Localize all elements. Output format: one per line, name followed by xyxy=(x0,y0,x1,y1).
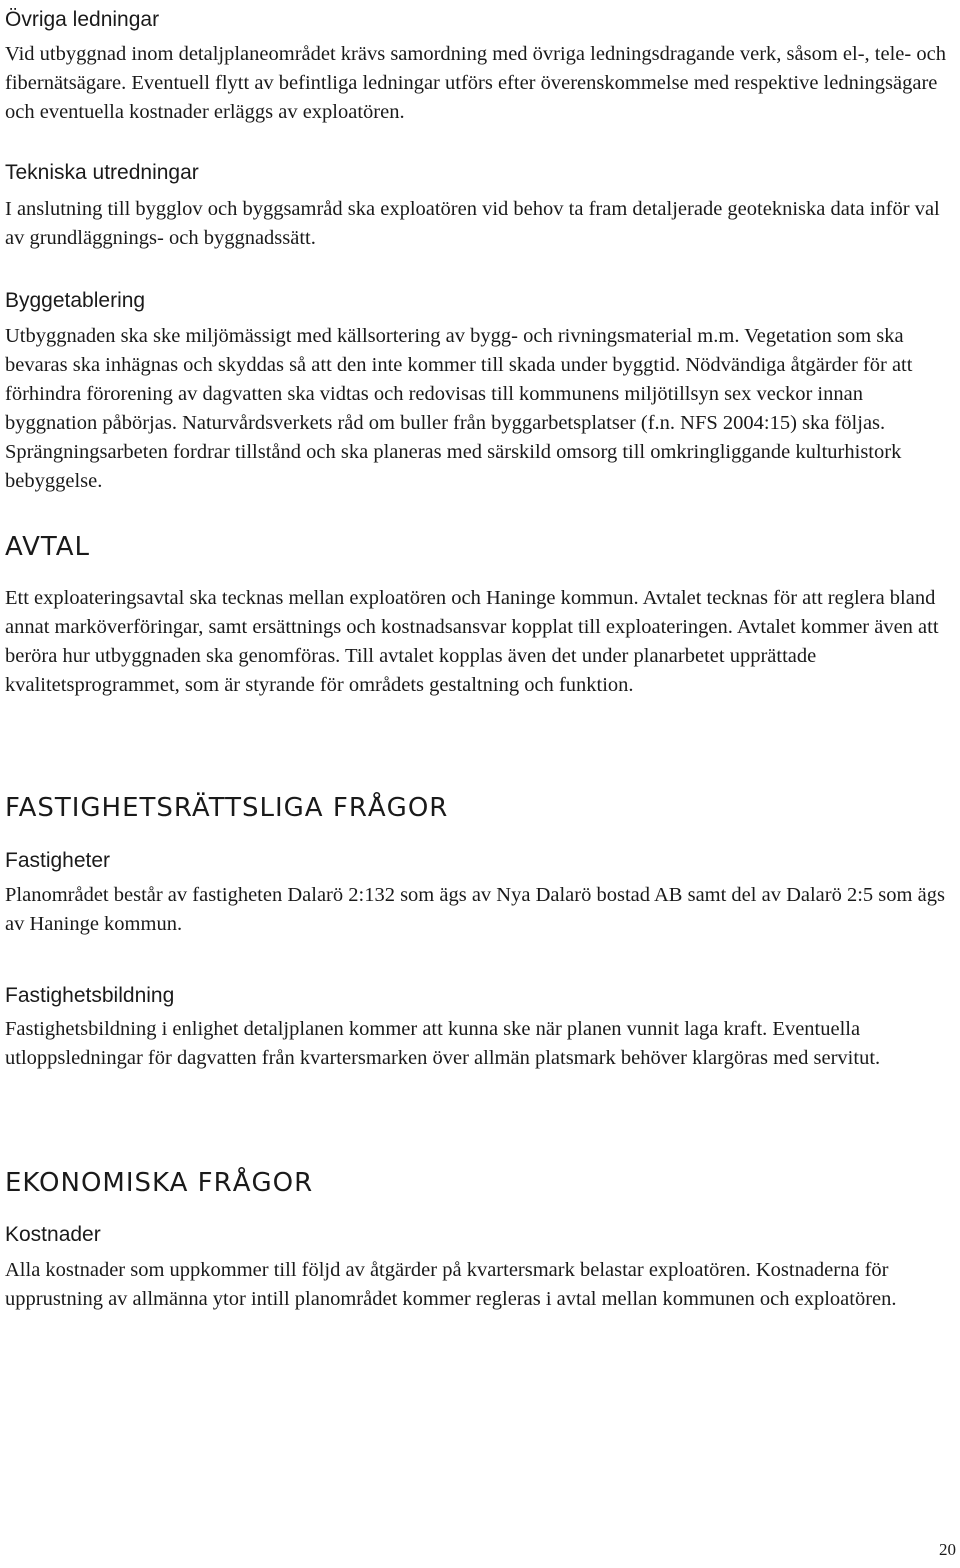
paragraph-tekniska-utredningar: I anslutning till bygglov och byggsamråd ska exploatören vid behov ta fram detaljerade geotekniska data inför val av grundläggnings- och byggnadssätt. xyxy=(5,198,940,249)
heading-fastighetsbildning: Fastighetsbildning xyxy=(5,984,175,1007)
heading-fastighetsrattsliga-fragor: FASTIGHETSRÄTTSLIGA FRÅGOR xyxy=(5,793,449,823)
heading-byggetablering: Byggetablering xyxy=(5,289,146,312)
paragraph-fastighetsbildning: Fastighetsbildning i enlighet detaljplanen kommer att kunna ske när planen vunnit laga kraft. Eventuella utloppsledningar för dagvatten från kvartersmarken över allmän platsmark behöver klargöras med servitut. xyxy=(5,1018,881,1069)
paragraph-ovriga-ledningar: Vid utbyggnad inom detaljplaneområdet krävs samordning med övriga ledningsdragande verk, såsom el-, tele- och fibernätsägare. Eventuell flytt av befintliga ledningar utförs efter överenskommelse med respektive ledningsägare och eventuella kostnader erläggs av exploatören. xyxy=(5,43,946,123)
heading-kostnader: Kostnader xyxy=(5,1223,101,1246)
heading-ovriga-ledningar: Övriga ledningar xyxy=(5,8,160,31)
heading-ekonomiska-fragor: EKONOMISKA FRÅGOR xyxy=(5,1168,314,1198)
paragraph-avtal: Ett exploateringsavtal ska tecknas mellan exploatören och Haninge kommun. Avtalet tecknas för att reglera bland annat marköverföringar, samt ersättnings och kostnadsansvar kopplat till exploateringen. Avtalet kommer även att beröra hur utbyggnaden ska genomföras. Till avtalet kopplas även det under planarbetet upprättade kvalitetsprogrammet, som är styrande för områdets gestaltning och funktion. xyxy=(5,587,939,696)
paragraph-byggetablering: Utbyggnaden ska ske miljömässigt med källsortering av bygg- och rivningsmaterial m.m. Vegetation som ska bevaras ska inhägnas och skyddas så att den inte kommer till skada under byggtid. Nödvändiga åtgärder för att förhindra förorening av dagvatten ska vidtas och redovisas till kommunens miljötillsyn sex veckor innan byggnation påbörjas. Naturvårdsverkets råd om buller från byggarbetsplatser (f.n. NFS 2004:15) ska följas. Sprängningsarbeten fordrar tillstånd och ska planeras med särskild omsorg till omkringliggande kulturhistork bebyggelse. xyxy=(5,325,913,492)
page-number: 20 xyxy=(939,1540,956,1559)
paragraph-fastigheter: Planområdet består av fastigheten Dalarö 2:132 som ägs av Nya Dalarö bostad AB samt del av Dalarö 2:5 som ägs av Haninge kommun. xyxy=(5,884,945,935)
heading-avtal: AVTAL xyxy=(5,532,91,562)
heading-fastigheter: Fastigheter xyxy=(5,849,111,872)
paragraph-kostnader: Alla kostnader som uppkommer till följd av åtgärder på kvartersmark belastar exploatören. Kostnaderna för upprustning av allmänna ytor intill planområdet kommer regleras i avtal mellan kommunen och exploatören. xyxy=(5,1259,897,1310)
heading-tekniska-utredningar: Tekniska utredningar xyxy=(5,161,199,184)
